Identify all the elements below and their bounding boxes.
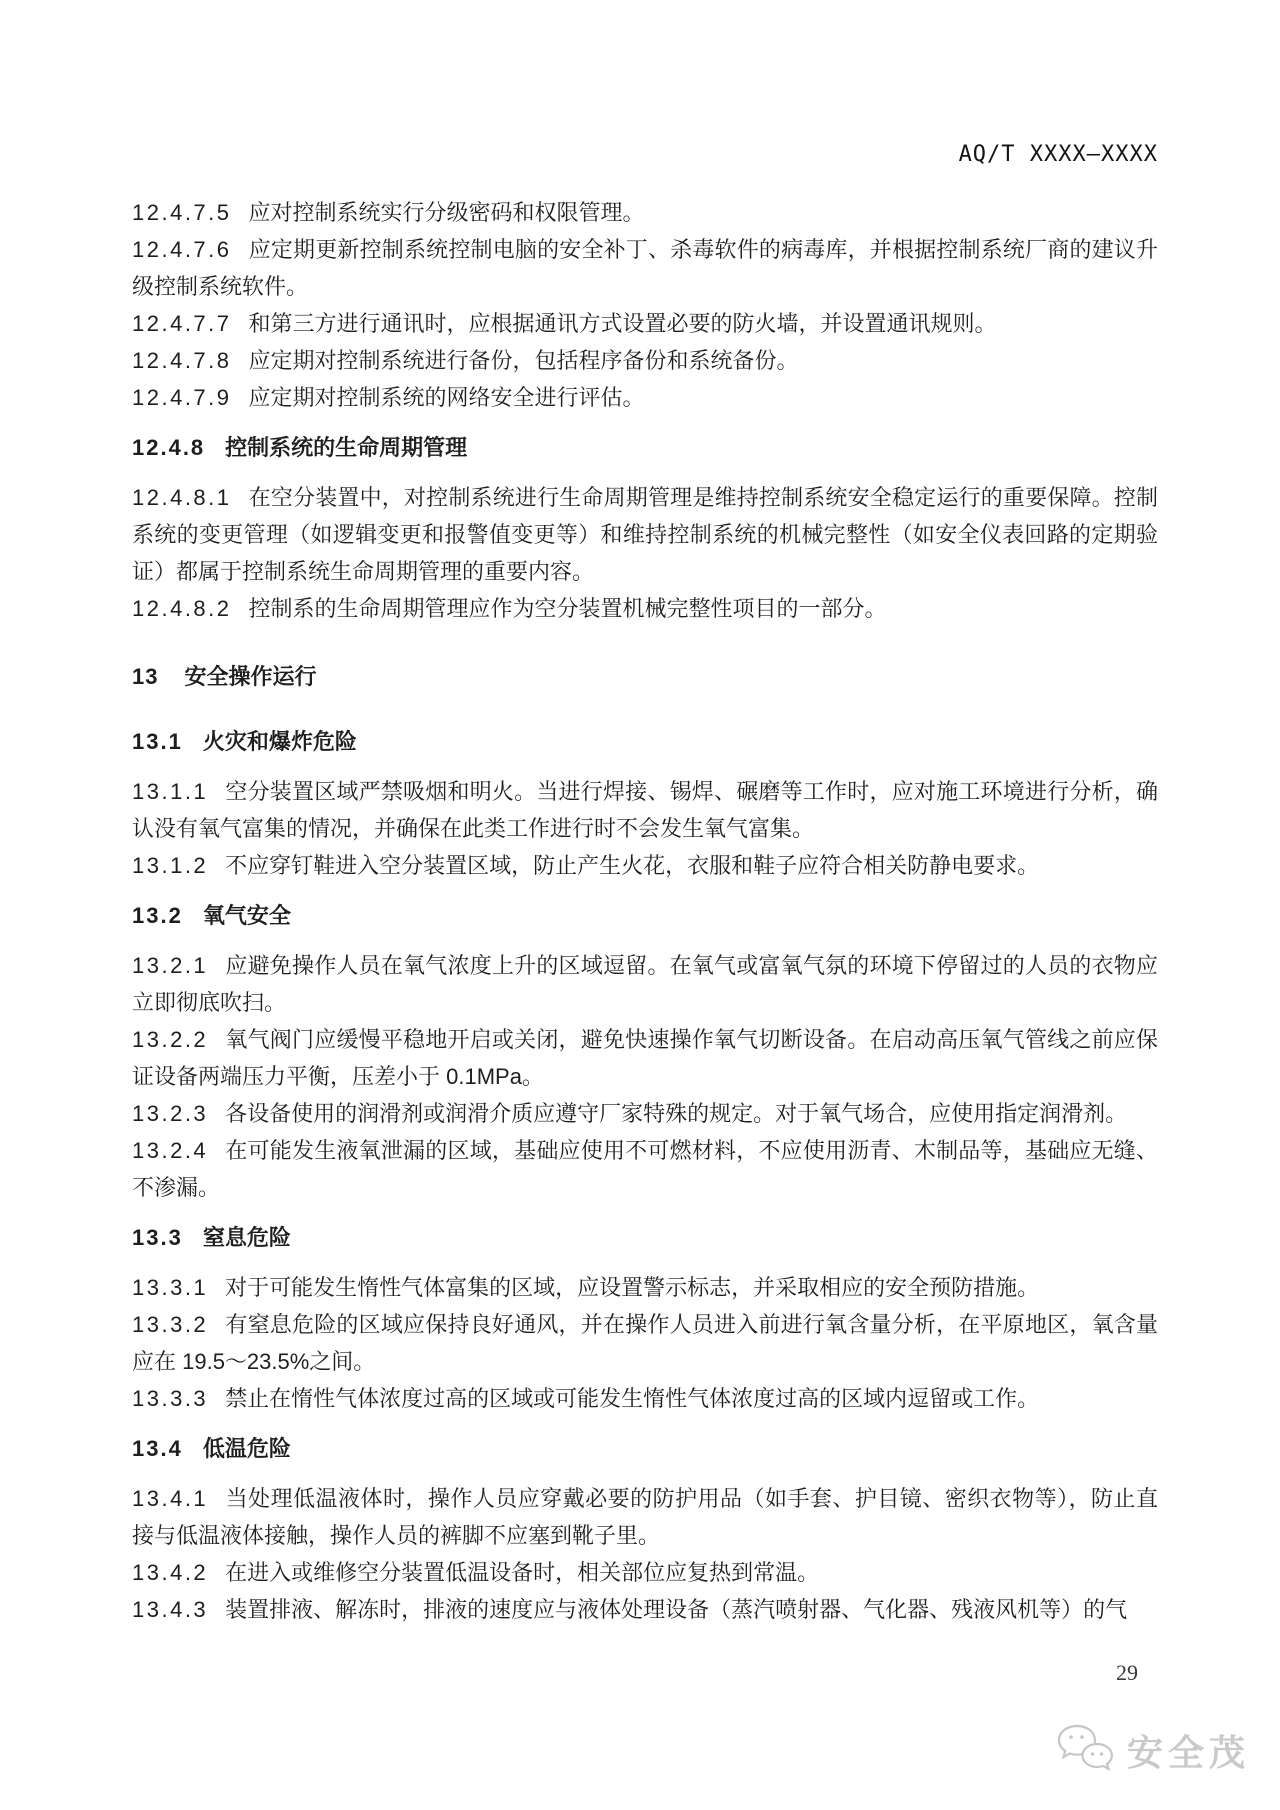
clause-paragraph bbox=[132, 1132, 1158, 1206]
clause-paragraph bbox=[132, 194, 1158, 231]
section-heading bbox=[132, 1219, 1158, 1256]
clause-paragraph bbox=[132, 479, 1158, 590]
clause-number: 13.2.4 bbox=[132, 1138, 209, 1163]
clause-text: 不应穿钉鞋进入空分装置区域，防止产生火花，衣服和鞋子应符合相关防静电要求。 bbox=[225, 853, 1040, 878]
clause-paragraph bbox=[132, 847, 1158, 884]
clause-number: 13.2 bbox=[132, 903, 183, 928]
clause-paragraph bbox=[132, 1480, 1158, 1554]
section-heading bbox=[132, 723, 1158, 760]
clause-text: 窒息危险 bbox=[202, 1225, 291, 1250]
document-content bbox=[132, 194, 1158, 1628]
clause-text: 在空分装置中，对控制系统进行生命周期管理是维持控制系统安全稳定运行的重要保障。控制系统的变更管理（如逻辑变更和报警值变更等）和维持控制系统的机械完整性（如安全仪表回路的定期验证）都属于控制系统生命周期管理的重要内容。 bbox=[132, 485, 1158, 584]
clause-number: 13.2.2 bbox=[132, 1027, 209, 1052]
section-heading bbox=[132, 897, 1158, 934]
clause-text: 在进入或维修空分装置低温设备时，相关部位应复热到常温。 bbox=[225, 1560, 820, 1585]
clause-text: 安全操作运行 bbox=[184, 664, 317, 689]
clause-number: 13.4.1 bbox=[132, 1486, 209, 1511]
clause-text: 有窒息危险的区域应保持良好通风，并在操作人员进入前进行氧含量分析，在平原地区，氧含量应在 19.5～23.5%之间。 bbox=[132, 1312, 1158, 1374]
clause-number: 13 bbox=[132, 664, 159, 689]
clause-number: 13.1 bbox=[132, 729, 183, 754]
section-heading bbox=[132, 658, 1158, 695]
clause-number: 12.4.7.8 bbox=[132, 348, 232, 373]
clause-number: 12.4.7.6 bbox=[132, 237, 232, 262]
clause-paragraph bbox=[132, 1095, 1158, 1132]
watermark-logo bbox=[1053, 1722, 1250, 1778]
clause-number: 12.4.7.7 bbox=[132, 311, 232, 336]
clause-text: 控制系统的生命周期管理 bbox=[225, 435, 468, 460]
clause-paragraph bbox=[132, 231, 1158, 305]
clause-text: 当处理低温液体时，操作人员应穿戴必要的防护用品（如手套、护目镜、密织衣物等），防止直接与低温液体接触，操作人员的裤脚不应塞到靴子里。 bbox=[132, 1486, 1158, 1548]
clause-number: 13.3.3 bbox=[132, 1386, 209, 1411]
clause-text: 禁止在惰性气体浓度过高的区域或可能发生惰性气体浓度过高的区域内逗留或工作。 bbox=[225, 1386, 1040, 1411]
clause-text: 低温危险 bbox=[202, 1436, 291, 1461]
clause-text: 应定期对控制系统的网络安全进行评估。 bbox=[248, 385, 645, 410]
clause-text: 装置排液、解冻时，排液的速度应与液体处理设备（蒸汽喷射器、气化器、残液风机等）的气 bbox=[225, 1597, 1128, 1622]
clause-number: 13.4.2 bbox=[132, 1560, 209, 1585]
clause-number: 13.1.2 bbox=[132, 853, 209, 878]
clause-paragraph bbox=[132, 1021, 1158, 1095]
clause-number: 12.4.7.9 bbox=[132, 385, 232, 410]
document-content-area bbox=[132, 142, 1158, 1628]
clause-text: 空分装置区域严禁吸烟和明火。当进行焊接、锡焊、碾磨等工作时，应对施工环境进行分析，确认没有氧气富集的情况，并确保在此类工作进行时不会发生氧气富集。 bbox=[132, 779, 1158, 841]
clause-paragraph bbox=[132, 1554, 1158, 1591]
clause-text: 对于可能发生惰性气体富集的区域，应设置警示标志，并采取相应的安全预防措施。 bbox=[225, 1275, 1040, 1300]
clause-number: 13.3.1 bbox=[132, 1275, 209, 1300]
clause-number: 13.2.3 bbox=[132, 1101, 209, 1126]
clause-text: 控制系的生命周期管理应作为空分装置机械完整性项目的一部分。 bbox=[248, 596, 887, 621]
clause-text: 应定期更新控制系统控制电脑的安全补丁、杀毒软件的病毒库，并根据控制系统厂商的建议升级控制系统软件。 bbox=[132, 237, 1158, 299]
clause-number: 12.4.7.5 bbox=[132, 200, 232, 225]
clause-paragraph bbox=[132, 1269, 1158, 1306]
clause-text: 在可能发生液氧泄漏的区域，基础应使用不可燃材料，不应使用沥青、木制品等，基础应无缝、不渗漏。 bbox=[132, 1138, 1158, 1200]
clause-paragraph bbox=[132, 1306, 1158, 1380]
clause-number: 12.4.8 bbox=[132, 435, 206, 460]
clause-number: 13.4.3 bbox=[132, 1597, 209, 1622]
clause-text: 应对控制系统实行分级密码和权限管理。 bbox=[248, 200, 645, 225]
clause-number: 13.3.2 bbox=[132, 1312, 209, 1337]
clause-paragraph bbox=[132, 1380, 1158, 1417]
chat-bubbles-icon bbox=[1053, 1722, 1119, 1778]
section-heading bbox=[132, 1430, 1158, 1467]
clause-paragraph bbox=[132, 342, 1158, 379]
standard-number-header: AQ/T XXXX—XXXX bbox=[958, 142, 1158, 167]
clause-paragraph bbox=[132, 773, 1158, 847]
clause-number: 13.2.1 bbox=[132, 953, 209, 978]
clause-text: 和第三方进行通讯时，应根据通讯方式设置必要的防火墙，并设置通讯规则。 bbox=[248, 311, 997, 336]
clause-number: 13.1.1 bbox=[132, 779, 209, 804]
clause-paragraph bbox=[132, 1591, 1158, 1628]
clause-text: 各设备使用的润滑剂或润滑介质应遵守厂家特殊的规定。对于氧气场合，应使用指定润滑剂。 bbox=[225, 1101, 1128, 1126]
clause-paragraph bbox=[132, 305, 1158, 342]
watermark-text: 安全茂 bbox=[1126, 1731, 1250, 1773]
clause-paragraph bbox=[132, 590, 1158, 627]
clause-number: 12.4.8.2 bbox=[132, 596, 232, 621]
page-number: 29 bbox=[1116, 1660, 1138, 1685]
clause-number: 13.3 bbox=[132, 1225, 183, 1250]
clause-text: 火灾和爆炸危险 bbox=[202, 729, 357, 754]
clause-text: 氧气安全 bbox=[202, 903, 291, 928]
clause-number: 12.4.8.1 bbox=[132, 485, 232, 510]
clause-text: 应定期对控制系统进行备份，包括程序备份和系统备份。 bbox=[248, 348, 799, 373]
clause-paragraph bbox=[132, 947, 1158, 1021]
clause-paragraph bbox=[132, 379, 1158, 416]
clause-text: 氧气阀门应缓慢平稳地开启或关闭，避免快速操作氧气切断设备。在启动高压氧气管线之前应保证设备两端压力平衡，压差小于 0.1MPa。 bbox=[132, 1027, 1158, 1089]
clause-text: 应避免操作人员在氧气浓度上升的区域逗留。在氧气或富氧气氛的环境下停留过的人员的衣物应立即彻底吹扫。 bbox=[132, 953, 1158, 1015]
section-heading bbox=[132, 429, 1158, 466]
clause-number: 13.4 bbox=[132, 1436, 183, 1461]
